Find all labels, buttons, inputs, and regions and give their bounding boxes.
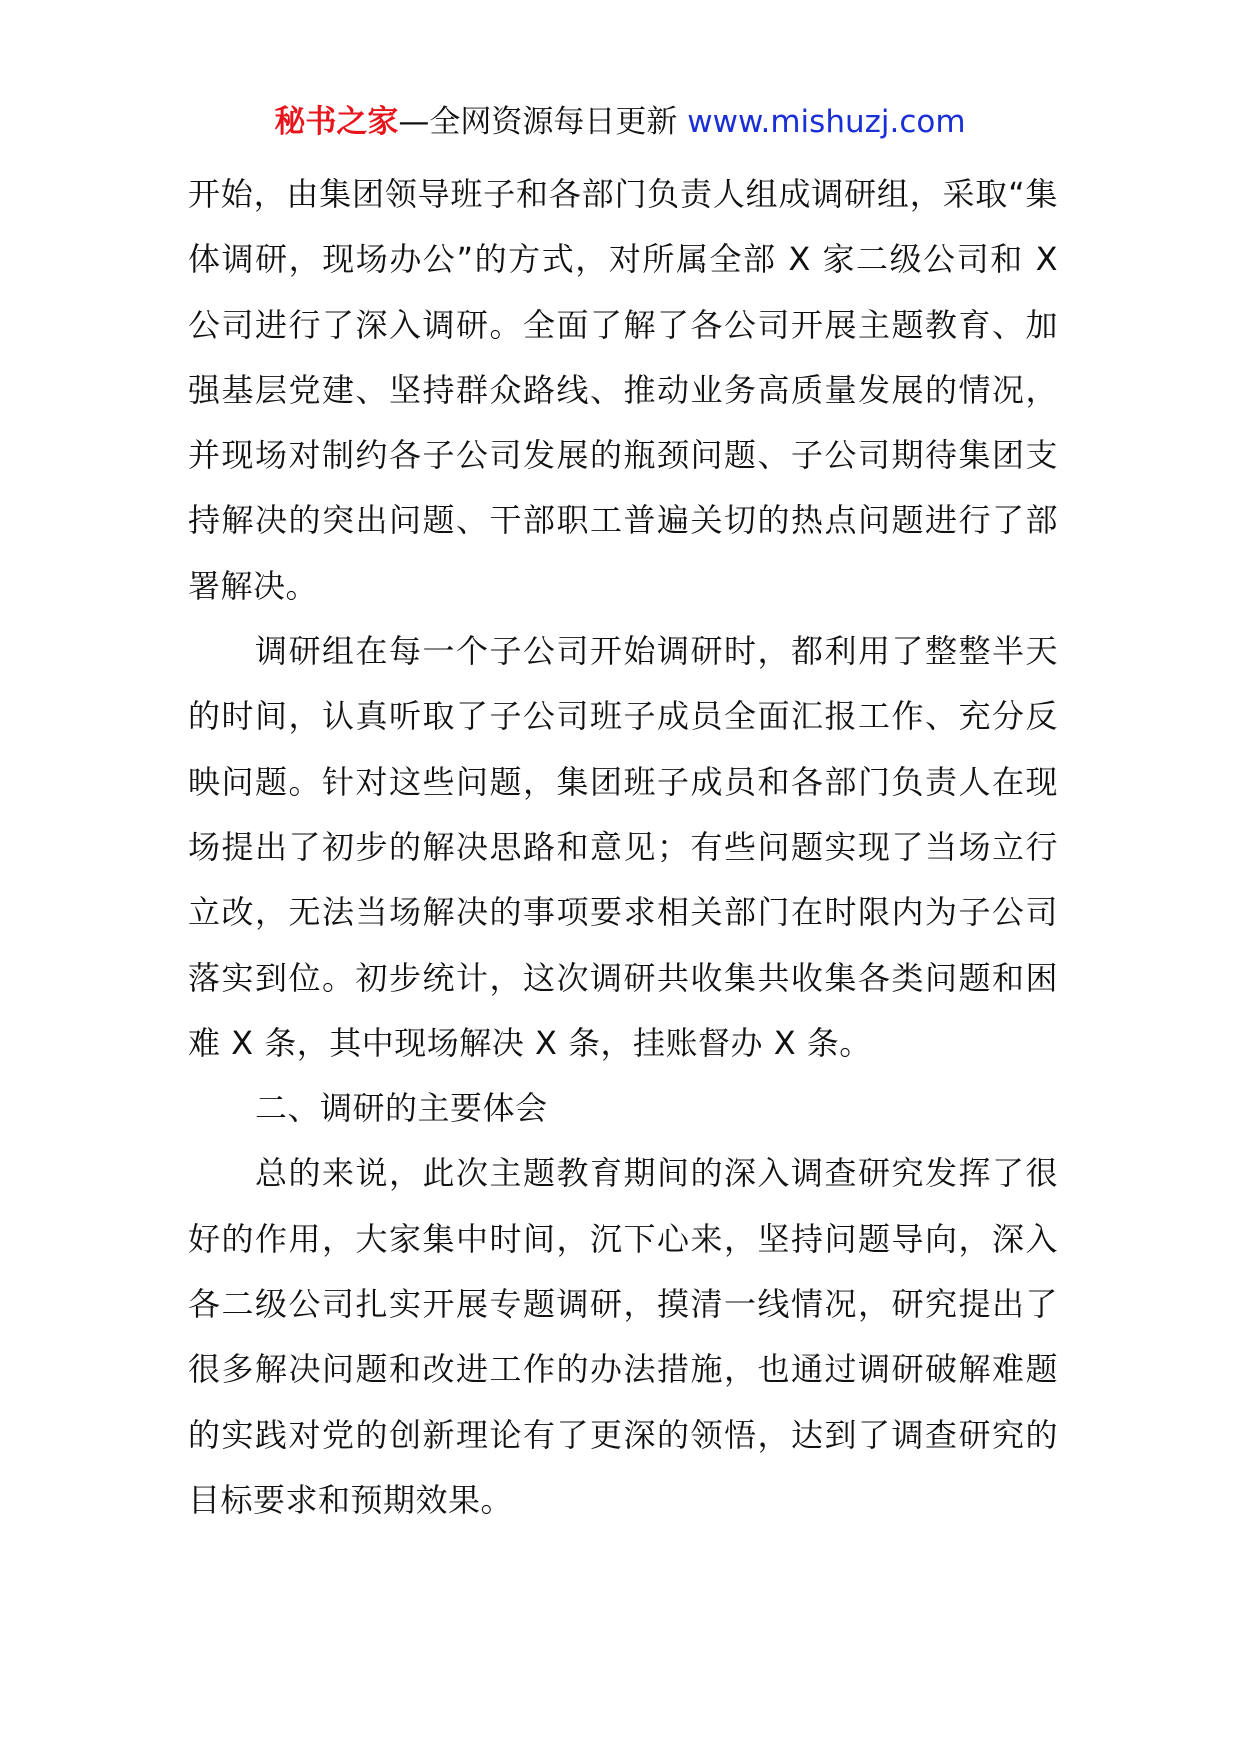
document-body [188, 162, 1058, 1533]
site-url-link[interactable]: www.mishuzj.com [687, 104, 966, 140]
paragraph-summary: 总的来说，此次主题教育期间的深入调查研究发挥了很好的作用，大家集中时间，沉下心来，坚持问题导向，深入各二级公司扎实开展专题调研，摸清一线情况，研究提出了很多解决问题和改进工作的办法措施，也通过调研破解难题的实践对党的创新理论有了更深的领悟，达到了调查研究的目标要求和预期效果。 [188, 1154, 1058, 1519]
paragraph-continued: 开始，由集团领导班子和各部门负责人组成调研组，采取“集体调研，现场办公”的方式，对所属全部 X 家二级公司和 X 公司进行了深入调研。全面了解了各公司开展主题教育、加强基层党建、坚持群众路线、推动业务高质量发展的情况，并现场对制约各子公司发展的瓶颈问题、子公司期待集团支持解决的突出问题、干部职工普遍关切的热点问题进行了部署解决。 [188, 175, 1058, 605]
page-header [0, 100, 1240, 144]
header-tagline: —全网资源每日更新 [398, 104, 688, 140]
brand-name: 秘书之家 [274, 104, 399, 140]
section-heading: 二、调研的主要体会 [255, 1089, 548, 1128]
paragraph-research-process: 调研组在每一个子公司开始调研时，都利用了整整半天的时间，认真听取了子公司班子成员全面汇报工作、充分反映问题。针对这些问题，集团班子成员和各部门负责人在现场提出了初步的解决思路和意见；有些问题实现了当场立行立改，无法当场解决的事项要求相关部门在时限内为子公司落实到位。初步统计，这次调研共收集共收集各类问题和困难 X 条，其中现场解决 X 条，挂账督办 X 条。 [188, 632, 1058, 1062]
